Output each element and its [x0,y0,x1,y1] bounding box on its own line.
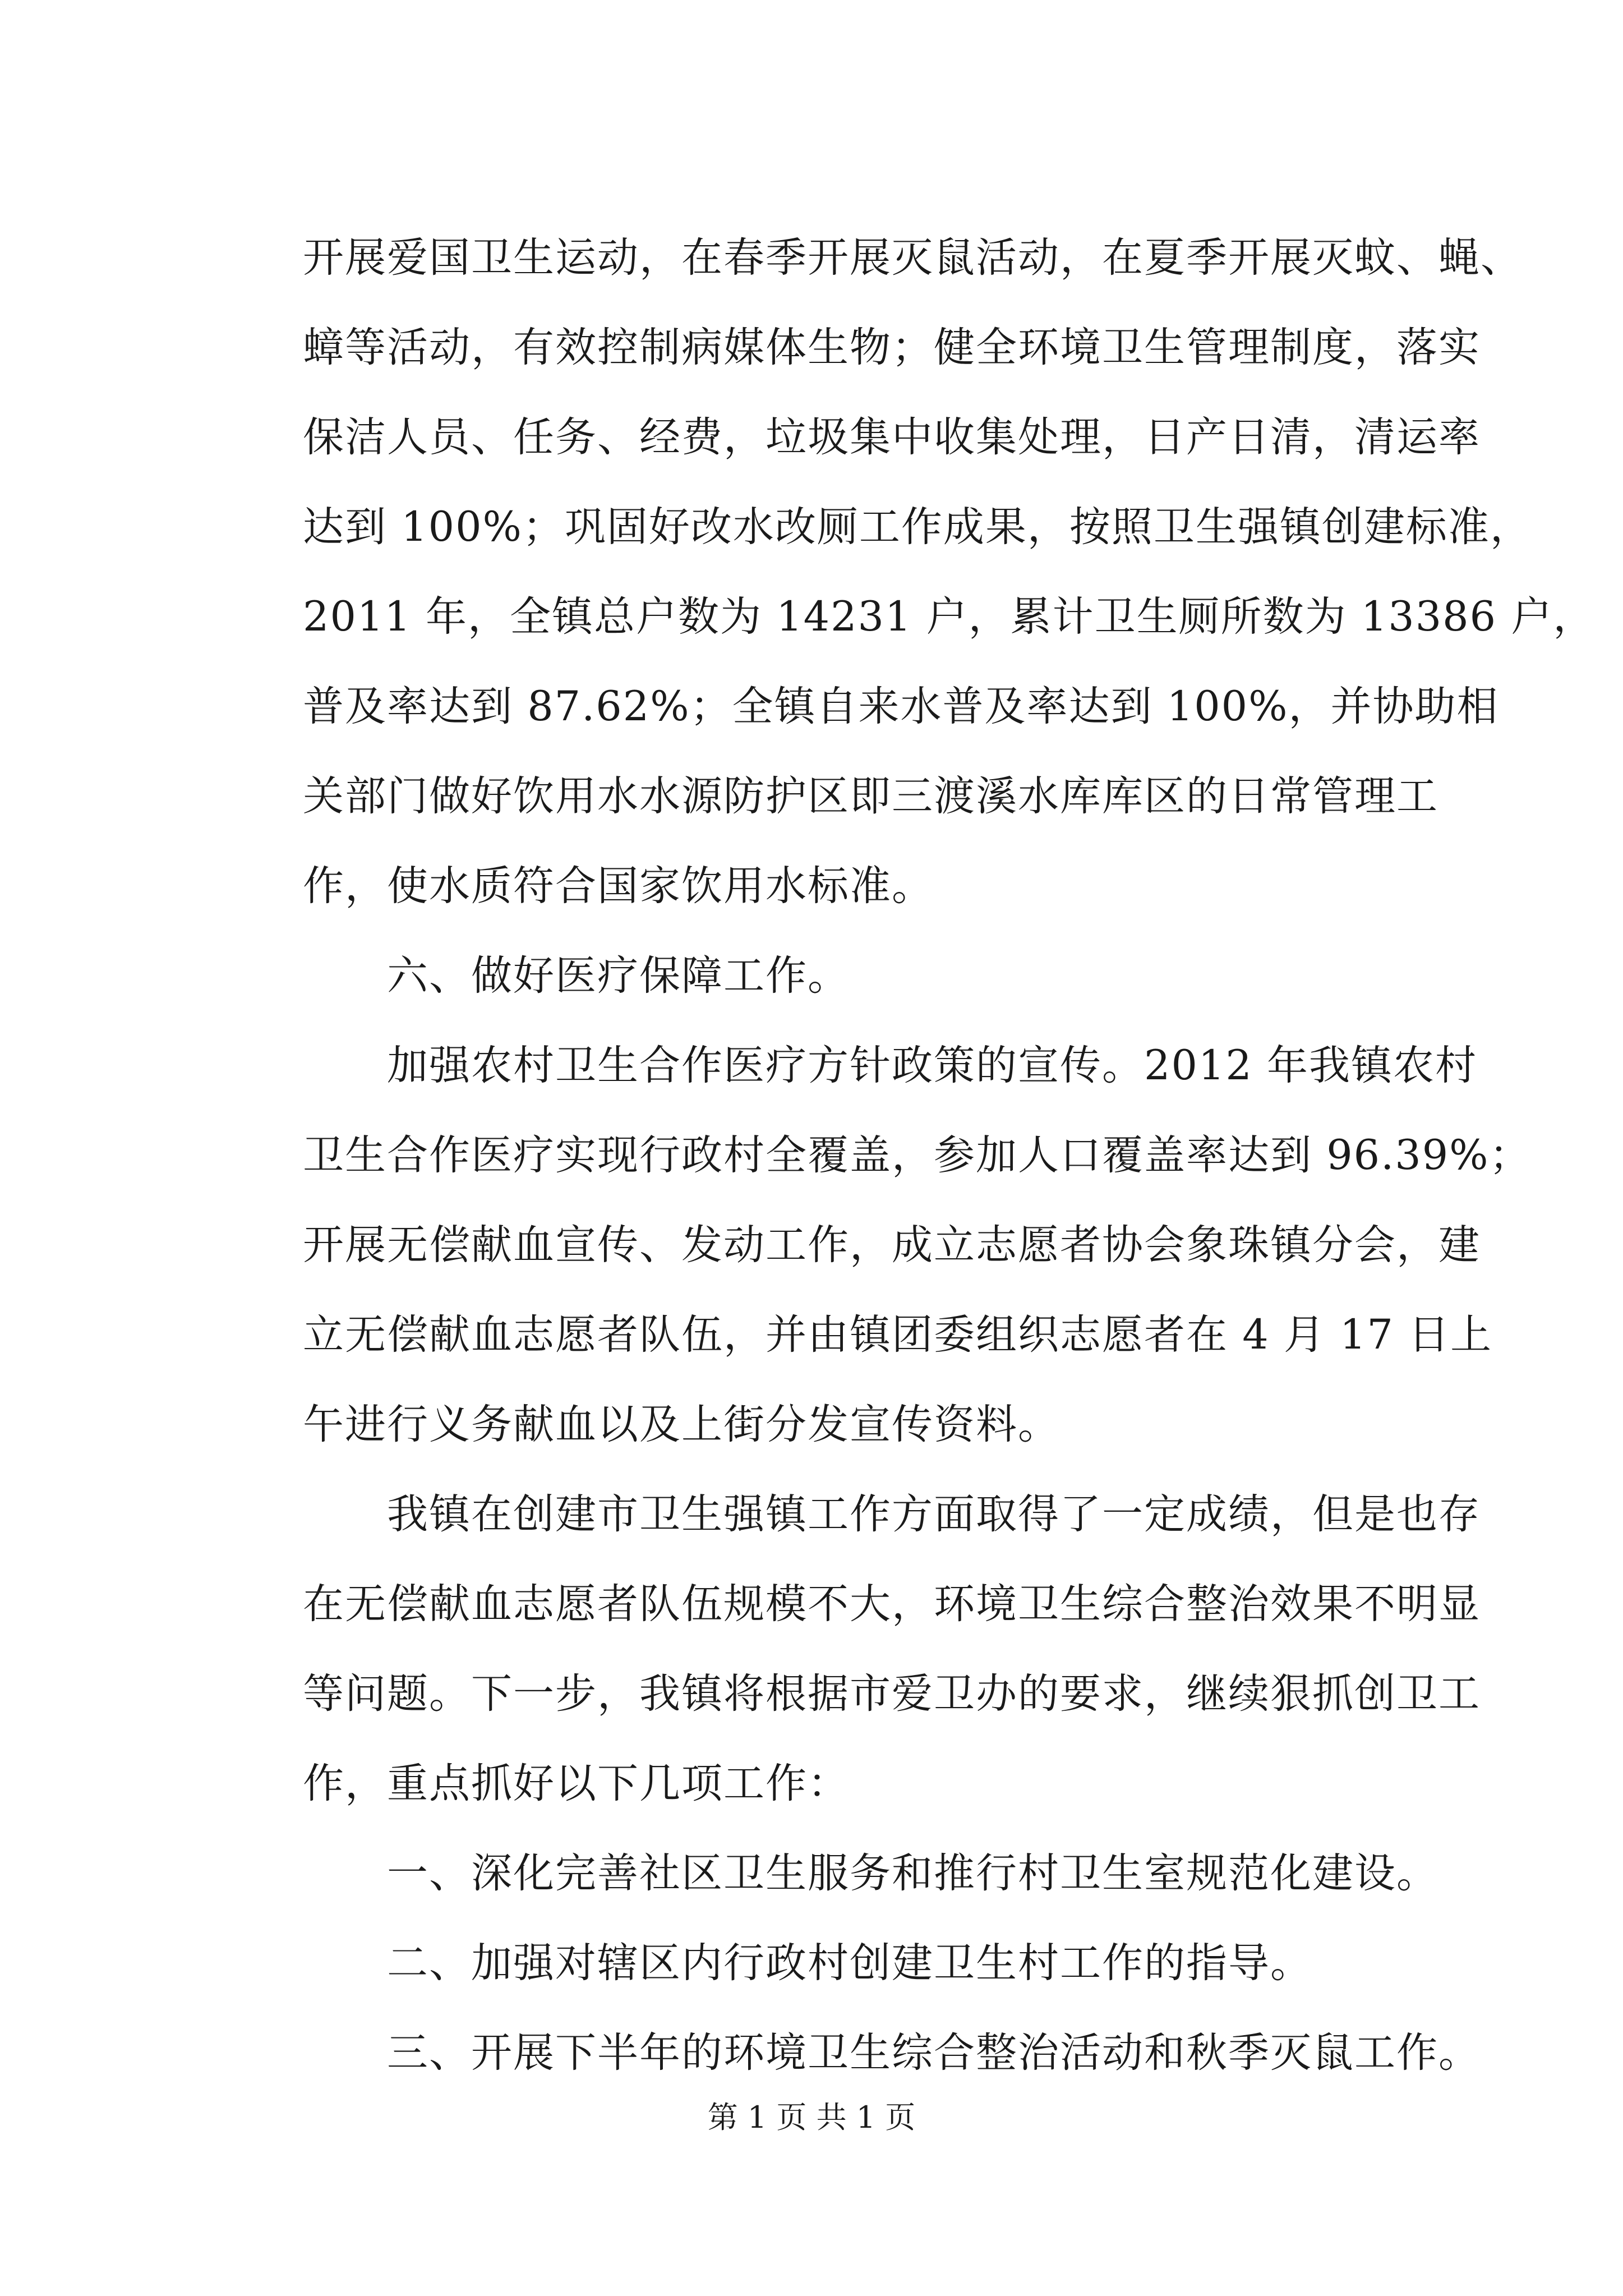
text-line-12: 开展无偿献血宣传、发动工作，成立志愿者协会象珠镇分会，建 [303,1221,1481,1269]
text-line-11: 卫生合作医疗实现行政村全覆盖，参加人口覆盖率达到 96.39%； [303,1131,1532,1179]
text-line-16: 在无偿献血志愿者队伍规模不大，环境卫生综合整治效果不明显 [303,1580,1481,1628]
section-heading-six: 六、做好医疗保障工作。 [387,952,850,1000]
document-body [303,213,1596,2098]
text-line-18: 作，重点抓好以下几项工作： [303,1760,850,1807]
text-line-7: 关部门做好饮用水水源防护区即三渡溪水库库区的日常管理工 [303,772,1438,820]
text-line-5: 2011 年，全镇总户数为 14231 户，累计卫生厕所数为 13386 户， [303,593,1596,641]
text-line-3: 保洁人员、任务、经费，垃圾集中收集处理，日产日清，清运率 [303,413,1481,461]
text-line-4: 达到 100%；巩固好改水改厕工作成果，按照卫生强镇创建标准， [303,503,1532,551]
list-item-two: 二、加强对辖区内行政村创建卫生村工作的指导。 [387,1939,1312,1987]
text-line-14: 午进行义务献血以及上街分发宣传资料。 [303,1401,1060,1448]
list-item-one: 一、深化完善社区卫生服务和推行村卫生室规范化建设。 [387,1849,1438,1897]
text-line-6: 普及率达到 87.62%；全镇自来水普及率达到 100%，并协助相 [303,683,1499,730]
text-line-8: 作，使水质符合国家饮用水标准。 [303,862,934,910]
page-footer: 第 1 页 共 1 页 [707,2100,916,2135]
text-line-17: 等问题。下一步，我镇将根据市爱卫办的要求，继续狠抓创卫工 [303,1670,1481,1718]
text-line-15: 我镇在创建市卫生强镇工作方面取得了一定成绩，但是也存 [387,1490,1481,1538]
text-line-13: 立无偿献血志愿者队伍，并由镇团委组织志愿者在 4 月 17 日上 [303,1311,1493,1359]
text-line-2: 蟑等活动，有效控制病媒体生物；健全环境卫生管理制度，落实 [303,324,1481,371]
list-item-three: 三、开展下半年的环境卫生综合整治活动和秋季灭鼠工作。 [387,2029,1481,2077]
text-line-1: 开展爱国卫生运动，在春季开展灭鼠活动，在夏季开展灭蚊、蝇、 [303,234,1523,282]
text-line-10: 加强农村卫生合作医疗方针政策的宣传。2012 年我镇农村 [387,1042,1477,1089]
